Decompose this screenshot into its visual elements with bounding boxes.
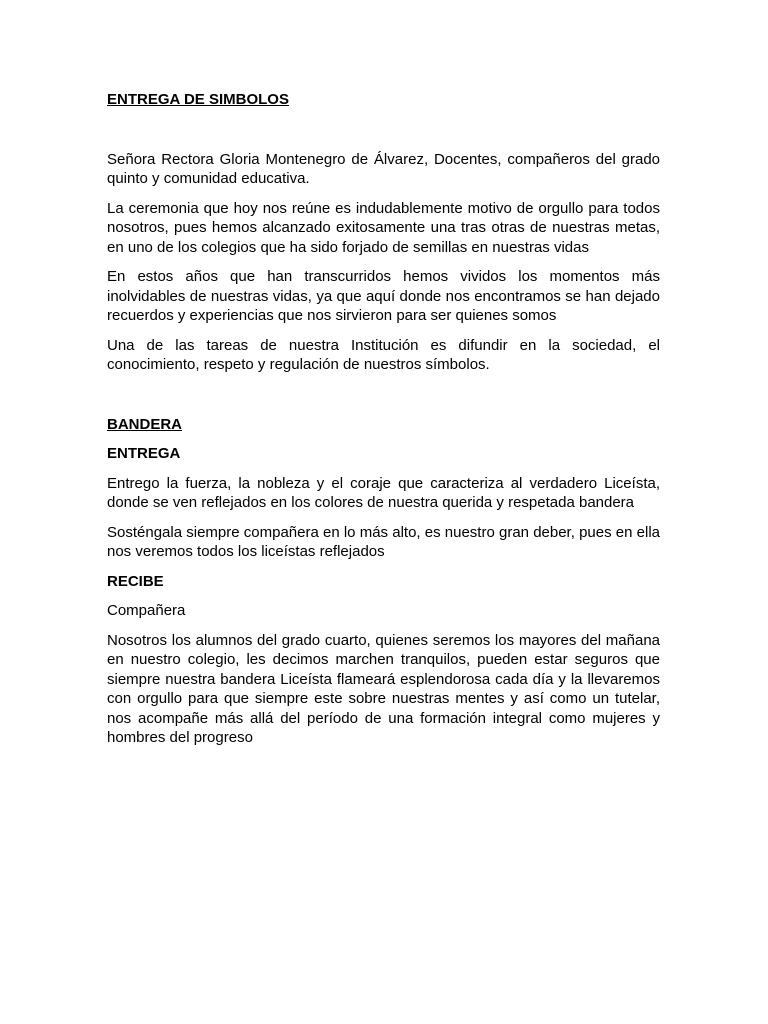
intro-paragraph-3: En estos años que han transcurridos hemos vividos los momentos más inolvidables de nuestras vidas, ya que aquí donde nos encontramos se han dejado recuerdos y experiencias que nos sirvieron para ser quienes somos [107, 268, 660, 324]
subheading-recibe: RECIBE [107, 572, 164, 590]
subheading-entrega: ENTREGA [107, 445, 181, 462]
recibe-paragraph-1: Nosotros los alumnos del grado cuarto, quienes seremos los mayores del mañana en nuestro colegio, les decimos marchen tranquilos, pueden estar seguros que siempre nuestra bandera Liceísta flameará esplendorosa cada día y la llevaremos con orgullo para que siempre este sobre nuestras mentes y así como un tutelar, nos acompañe más allá del período de una formación integral como mujeres y hombres del progreso [107, 631, 660, 746]
intro-paragraph-2: La ceremonia que hoy nos reúne es indudablemente motivo de orgullo para todos nosotros, pues hemos alcanzado exitosamente una tras otras de nuestras metas, en uno de los colegios que ha sido forjado de semillas en nuestras vidas [107, 199, 660, 256]
spacer [107, 385, 660, 415]
recibe-salutation: Compañera [107, 602, 186, 619]
intro-paragraph-1: Señora Rectora Gloria Montenegro de Álvarez, Docentes, compañeros del grado quinto y comunidad educativa. [107, 150, 660, 187]
entrega-paragraph-2: Sosténgala siempre compañera en lo más alto, es nuestro gran deber, pues en ella nos veremos todos los liceístas reflejados [107, 523, 660, 560]
entrega-paragraph-1: Entrego la fuerza, la nobleza y el coraje que caracteriza al verdadero Liceísta, donde se ven reflejados en los colores de nuestra querida y respetada bandera [107, 474, 660, 511]
document-title: ENTREGA DE SIMBOLOS [107, 91, 289, 108]
document-body [107, 90, 660, 758]
spacer [107, 110, 660, 150]
section-heading-bandera: BANDERA [107, 415, 182, 433]
intro-paragraph-4: Una de las tareas de nuestra Institución es difundir en la sociedad, el conocimiento, respeto y regulación de nuestros símbolos. [107, 336, 660, 373]
